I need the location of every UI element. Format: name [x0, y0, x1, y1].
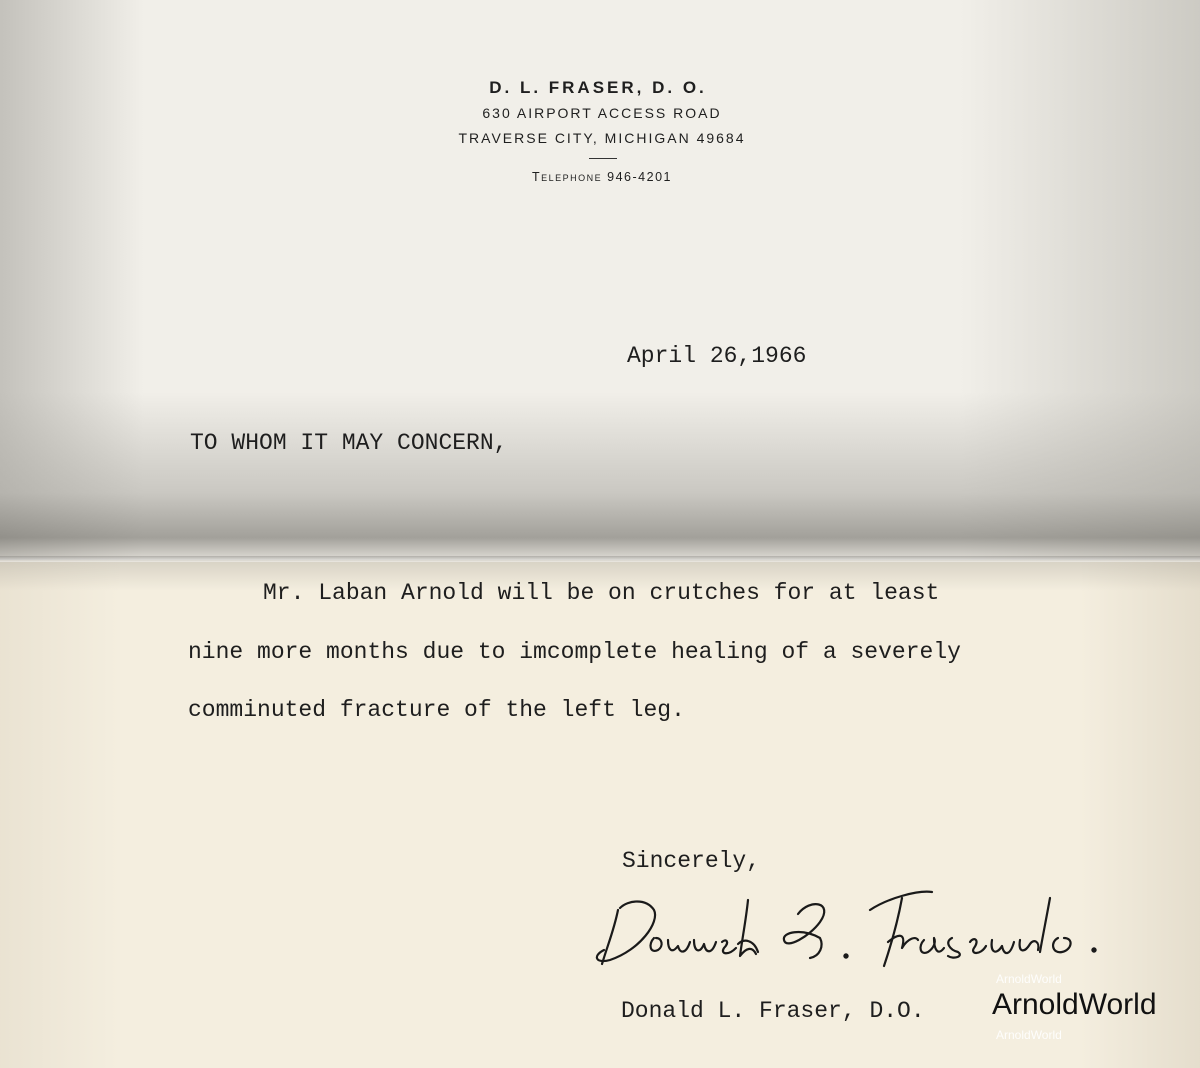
- watermark-small-top: ArnoldWorld: [996, 972, 1062, 986]
- letterhead-name: D. L. FRASER, D. O.: [489, 78, 707, 97]
- letterhead-divider: [589, 158, 617, 159]
- letter-date: April 26,1966: [627, 343, 807, 369]
- letter-body-line-3: comminuted fracture of the left leg.: [188, 697, 685, 723]
- handwritten-signature: [588, 880, 1128, 980]
- paper-fold: [0, 556, 1200, 562]
- letter-typed-name: Donald L. Fraser, D.O.: [621, 998, 925, 1024]
- letterhead-address-line2: TRAVERSE CITY, MICHIGAN 49684: [458, 130, 746, 146]
- letter-salutation: TO WHOM IT MAY CONCERN,: [190, 430, 508, 456]
- letter-body-line-2: nine more months due to imcomplete healing of a severely: [188, 639, 961, 665]
- watermark-main-text: ArnoldWorld: [992, 988, 1157, 1021]
- letter-closing: Sincerely,: [622, 848, 761, 874]
- letterhead-address-line1: 630 AIRPORT ACCESS ROAD: [482, 105, 722, 121]
- letter-body-line-1: Mr. Laban Arnold will be on crutches for at least: [263, 580, 940, 606]
- letterhead-telephone: Telephone 946-4201: [532, 170, 672, 184]
- watermark-small-bottom: ArnoldWorld: [996, 1028, 1062, 1042]
